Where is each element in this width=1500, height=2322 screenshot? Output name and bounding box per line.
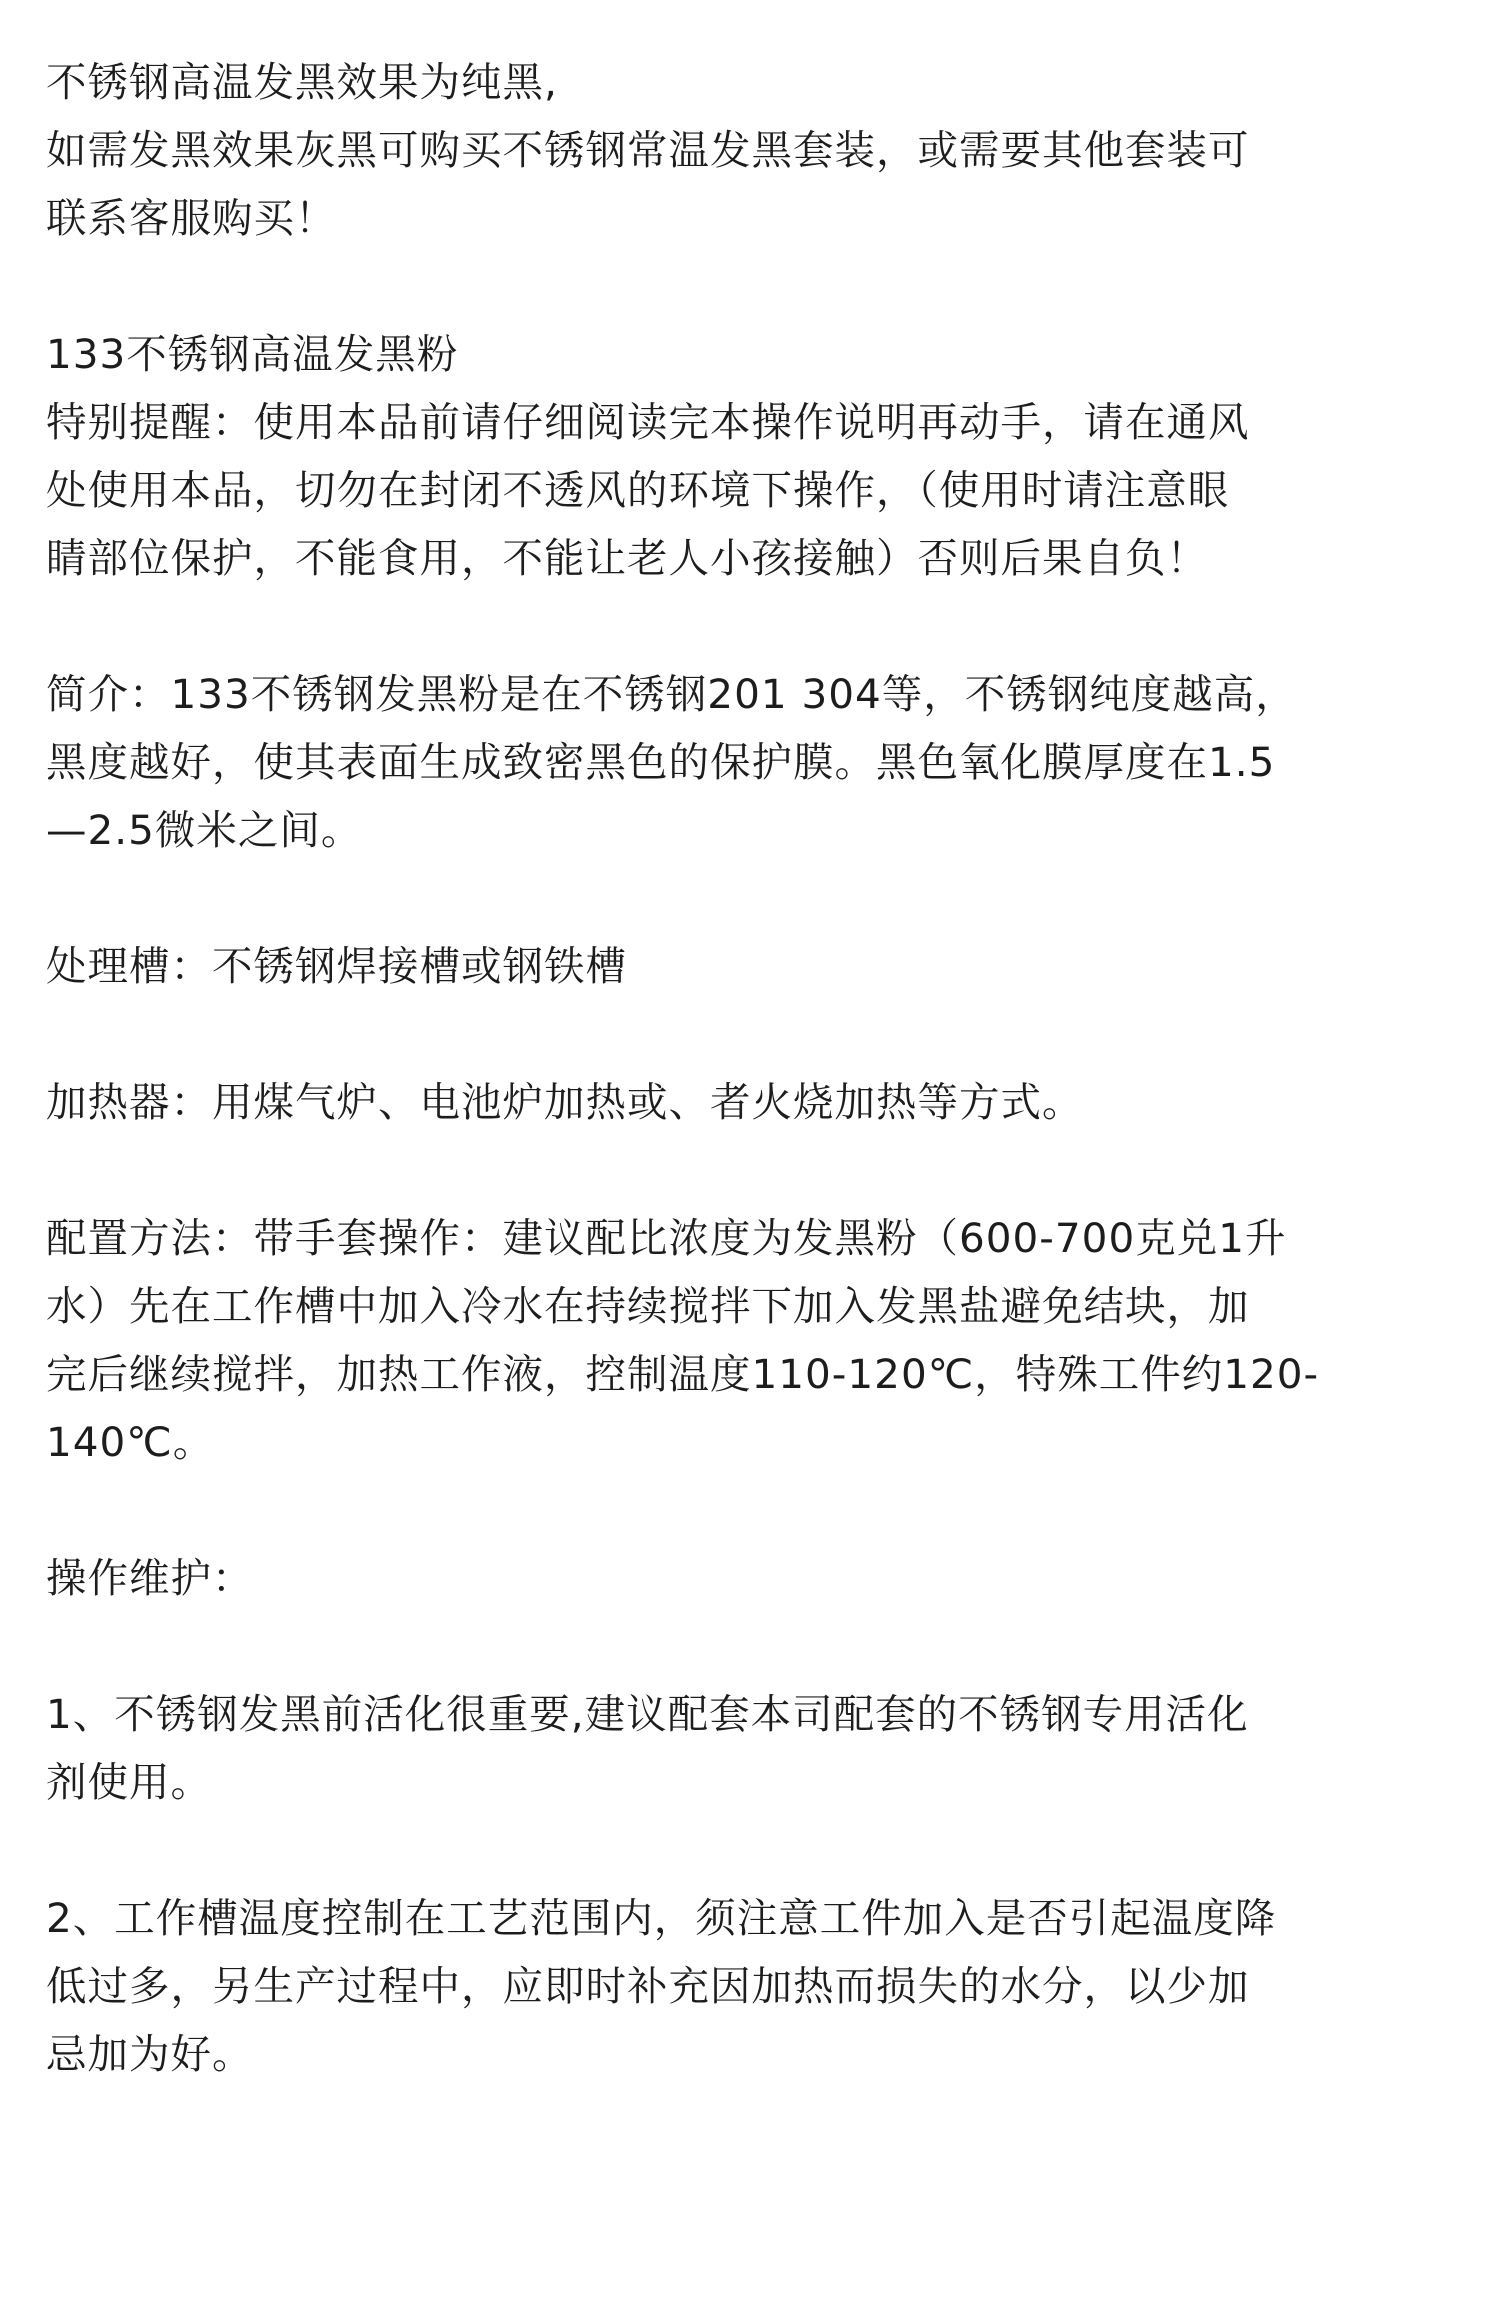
- text-line: 1、不锈钢发黑前活化很重要,建议配套本司配套的不锈钢专用活化: [46, 1690, 1249, 1738]
- paragraph-tank: [46, 932, 1466, 1000]
- paragraph-step-1: [46, 1680, 1466, 1816]
- paragraph-heater: [46, 1068, 1466, 1136]
- text-line: 特别提醒：使用本品前请仔细阅读完本操作说明再动手，请在通风: [46, 398, 1250, 446]
- text-line: 不锈钢高温发黑效果为纯黑,: [46, 58, 558, 106]
- text-line: 处理槽：不锈钢焊接槽或钢铁槽: [46, 942, 627, 990]
- text-line: 低过多，另生产过程中，应即时补充因加热而损失的水分，以少加: [46, 1962, 1250, 2010]
- text-line: 联系客服购买！: [46, 194, 337, 242]
- product-title: 133不锈钢高温发黑粉: [46, 330, 459, 378]
- text-line: 黑度越好，使其表面生成致密黑色的保护膜。黑色氧化膜厚度在1.5: [46, 738, 1276, 786]
- document-body: [46, 48, 1466, 2156]
- text-line: 如需发黑效果灰黑可购买不锈钢常温发黑套装，或需要其他套装可: [46, 126, 1250, 174]
- text-line: 水）先在工作槽中加入冷水在持续搅拌下加入发黑盐避免结块，加: [46, 1282, 1250, 1330]
- text-line: 140℃。: [46, 1418, 215, 1466]
- text-line: 加热器：用煤气炉、电池炉加热或、者火烧加热等方式。: [46, 1078, 1084, 1126]
- text-line: 完后继续搅拌，加热工作液，控制温度110-120℃，特殊工件约120-: [46, 1350, 1320, 1398]
- text-line: 剂使用。: [46, 1758, 212, 1806]
- text-line: 简介：133不锈钢发黑粉是在不锈钢201 304等，不锈钢纯度越高，: [46, 670, 1297, 718]
- text-line: 2、工作槽温度控制在工艺范围内，须注意工件加入是否引起温度降: [46, 1894, 1277, 1942]
- text-line: 忌加为好。: [46, 2030, 254, 2078]
- text-line: 配置方法：带手套操作：建议配比浓度为发黑粉（600-700克兑1升: [46, 1214, 1287, 1262]
- paragraph-maintenance-heading: [46, 1544, 1466, 1612]
- section-heading: 操作维护：: [46, 1554, 254, 1602]
- text-line: 睛部位保护，不能食用，不能让老人小孩接触）否则后果自负！: [46, 534, 1208, 582]
- text-line: 处使用本品，切勿在封闭不透风的环境下操作，（使用时请注意眼: [46, 466, 1230, 514]
- paragraph-configuration: [46, 1204, 1466, 1476]
- paragraph-product-warning: [46, 320, 1466, 592]
- paragraph-step-2: [46, 1884, 1466, 2088]
- paragraph-intro: [46, 48, 1466, 252]
- paragraph-introduction: [46, 660, 1466, 864]
- text-line: —2.5微米之间。: [46, 806, 363, 854]
